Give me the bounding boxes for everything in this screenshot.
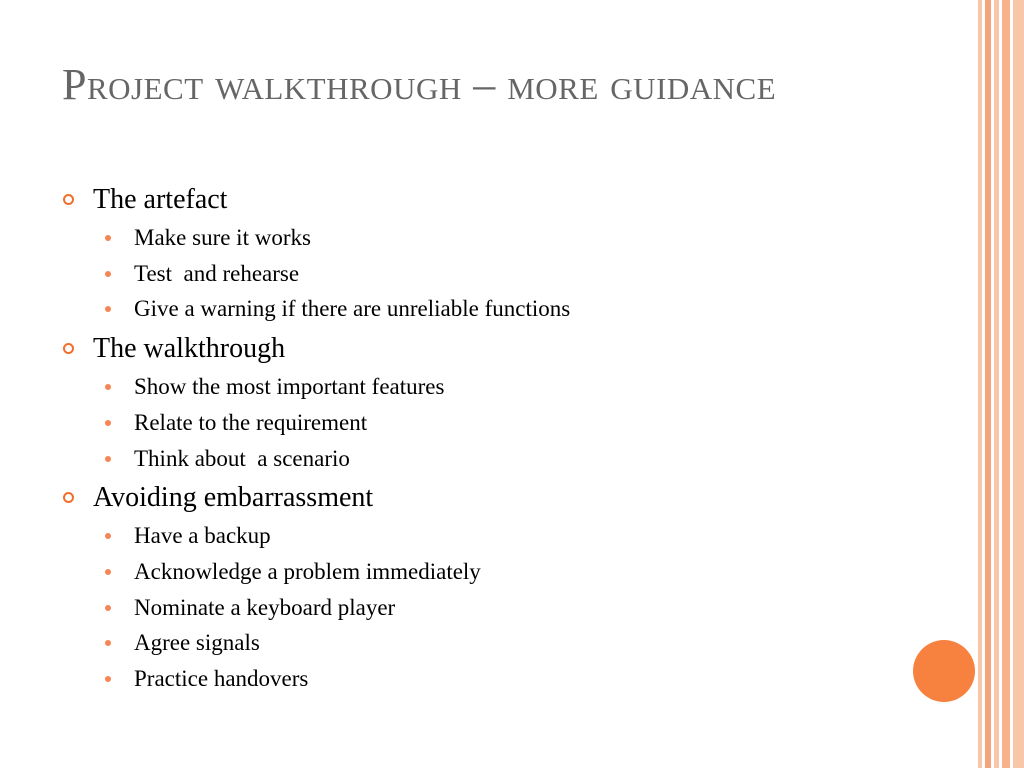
decor-stripe (1013, 0, 1024, 768)
section-heading-text: Avoiding embarrassment (93, 482, 374, 514)
dot-bullet-icon (105, 569, 111, 575)
dot-bullet-icon (105, 420, 111, 426)
dot-bullet-icon (105, 306, 111, 312)
decor-stripe (978, 0, 982, 768)
section-walkthrough (62, 331, 922, 476)
list-item (62, 518, 922, 554)
section-embarrassment (62, 480, 922, 697)
section-heading (62, 331, 922, 367)
list-item-text: Relate to the requirement (134, 409, 368, 435)
list-item (62, 220, 922, 256)
list-item (62, 625, 922, 661)
section-artefact (62, 182, 922, 327)
list-item-text: Practice handovers (134, 666, 309, 692)
dot-bullet-icon (105, 384, 111, 390)
list-item-text: Acknowledge a problem immediately (134, 558, 481, 584)
list-item (62, 256, 922, 292)
list-item-text: Give a warning if there are unreliable functions (134, 296, 571, 322)
list-item (62, 369, 922, 405)
list-item-text: Test and rehearse (134, 260, 300, 286)
section-heading (62, 182, 922, 218)
list-item-text: Make sure it works (134, 225, 311, 250)
list-item (62, 554, 922, 590)
decor-stripe (1002, 0, 1010, 768)
ring-bullet-icon (63, 343, 74, 354)
dot-bullet-icon (105, 456, 111, 462)
list-item (62, 405, 922, 441)
section-heading-text: The artefact (93, 184, 228, 215)
list-item-text: Show the most important features (134, 374, 445, 400)
decor-stripe (985, 0, 991, 768)
slide-content (62, 182, 922, 701)
dot-bullet-icon (105, 533, 111, 539)
dot-bullet-icon (105, 271, 111, 277)
decor-stripe (994, 0, 999, 768)
dot-bullet-icon (105, 235, 111, 241)
section-heading (62, 480, 922, 516)
list-item-text: Nominate a keyboard player (134, 594, 396, 620)
list-item-text: Have a backup (134, 523, 271, 549)
dot-bullet-icon (105, 605, 111, 611)
slide-title: Project walkthrough – more guidance (62, 60, 777, 109)
ring-bullet-icon (63, 492, 74, 503)
list-item (62, 441, 922, 477)
list-item-text: Think about a scenario (134, 445, 350, 471)
list-item (62, 590, 922, 626)
decor-circle (913, 640, 975, 702)
dot-bullet-icon (105, 640, 111, 646)
ring-bullet-icon (63, 194, 74, 205)
section-heading-text: The walkthrough (93, 333, 286, 365)
list-item-text: Agree signals (134, 630, 260, 656)
list-item (62, 291, 922, 327)
dot-bullet-icon (105, 676, 111, 682)
list-item (62, 661, 922, 697)
